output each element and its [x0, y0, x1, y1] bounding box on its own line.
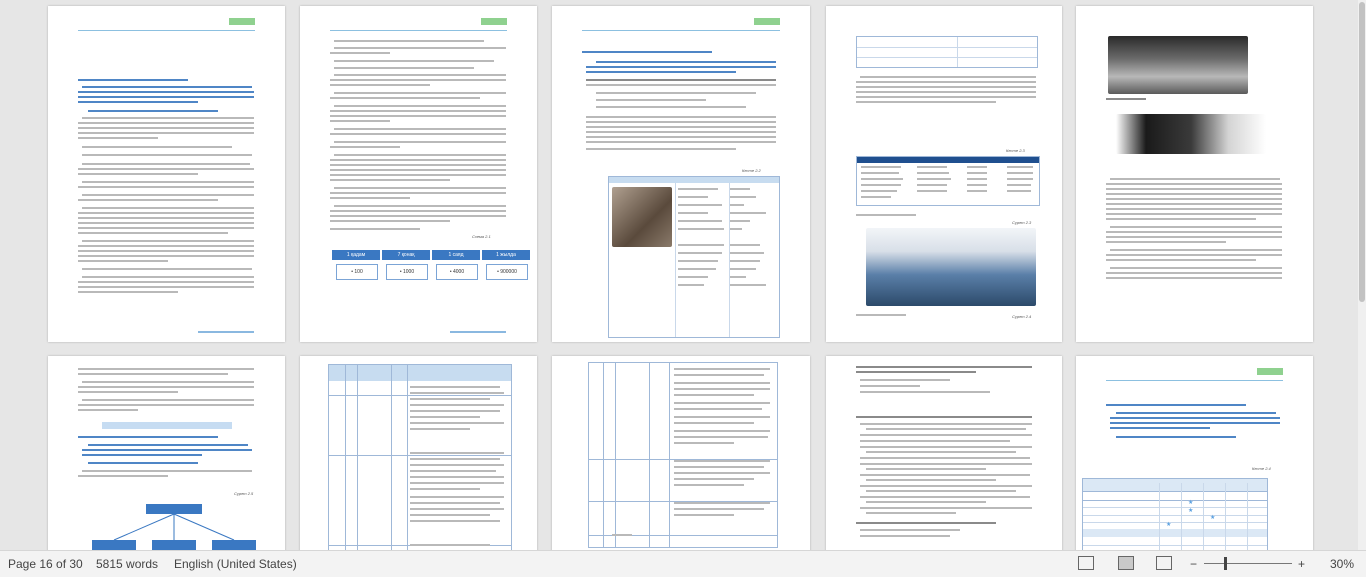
star-icon: ★	[1210, 515, 1216, 521]
print-layout-icon[interactable]	[1118, 556, 1134, 570]
document-page[interactable]	[552, 356, 810, 550]
star-icon: ★	[1188, 508, 1194, 514]
zoom-slider-track[interactable]	[1204, 563, 1292, 564]
machine-photo	[1116, 114, 1266, 154]
machine-photo	[1108, 36, 1248, 94]
table-caption: Кесте 2.2	[742, 168, 761, 173]
flow-step	[332, 250, 380, 280]
document-page[interactable]	[1076, 356, 1313, 550]
scrollbar-thumb[interactable]	[1359, 2, 1365, 302]
page-header	[582, 20, 780, 31]
process-diagram	[84, 500, 264, 550]
assessment-table	[1082, 478, 1268, 550]
flow-step-title: 1 саяд	[432, 250, 480, 260]
vertical-scrollbar[interactable]	[1358, 0, 1366, 550]
equipment-table	[856, 156, 1040, 206]
machine-photo	[612, 187, 672, 247]
flow-step-title: 7 қонақ	[382, 250, 430, 260]
page-header	[1106, 370, 1283, 381]
zoom-slider-thumb[interactable]	[1224, 557, 1227, 570]
zoom-in-button[interactable]: +	[1298, 557, 1306, 571]
document-page[interactable]	[48, 6, 285, 342]
star-icon: ★	[1166, 522, 1172, 528]
figure-caption: Схема 2.1	[472, 234, 491, 239]
flow-step	[432, 250, 480, 280]
table-caption: Кесте 2.3	[1006, 148, 1025, 153]
document-page[interactable]	[48, 356, 285, 550]
flow-step-title: 1 қадам	[332, 250, 380, 260]
star-icon: ★	[1188, 500, 1194, 506]
document-page[interactable]	[826, 6, 1062, 342]
document-page[interactable]	[300, 356, 537, 550]
web-layout-icon[interactable]	[1156, 556, 1172, 570]
page-number-indicator[interactable]: Page 16 of 30	[8, 557, 83, 571]
document-page[interactable]	[300, 6, 537, 342]
spec-table-continued	[856, 36, 1038, 68]
flow-step-value: • 4000	[436, 264, 478, 280]
figure-caption: Сурет 2.3	[1012, 220, 1032, 225]
document-page[interactable]	[552, 6, 810, 342]
flow-step	[382, 250, 430, 280]
flow-step	[482, 250, 530, 280]
flow-step-title: 1 жылда	[482, 250, 530, 260]
flow-step-value: • 100	[336, 264, 378, 280]
page-header	[78, 20, 255, 31]
figure-caption: Сурет 2.5	[234, 491, 254, 496]
zoom-level[interactable]: 30%	[1330, 557, 1355, 571]
spec-table	[608, 176, 780, 338]
document-page[interactable]	[1076, 6, 1313, 342]
flow-step-value: • 1000	[386, 264, 428, 280]
table-caption: Кесте 2.4	[1252, 466, 1271, 471]
page-header	[330, 20, 507, 31]
flow-step-value: • 900000	[486, 264, 528, 280]
machine-photo	[866, 228, 1036, 306]
focus-mode-icon[interactable]	[1078, 556, 1094, 570]
status-bar	[0, 550, 1366, 577]
language-indicator[interactable]: English (United States)	[174, 557, 297, 571]
zoom-out-button[interactable]: −	[1190, 557, 1198, 571]
figure-caption: Сурет 2.4	[1012, 314, 1032, 319]
document-page[interactable]	[826, 356, 1062, 550]
word-count[interactable]: 5815 words	[96, 557, 159, 571]
